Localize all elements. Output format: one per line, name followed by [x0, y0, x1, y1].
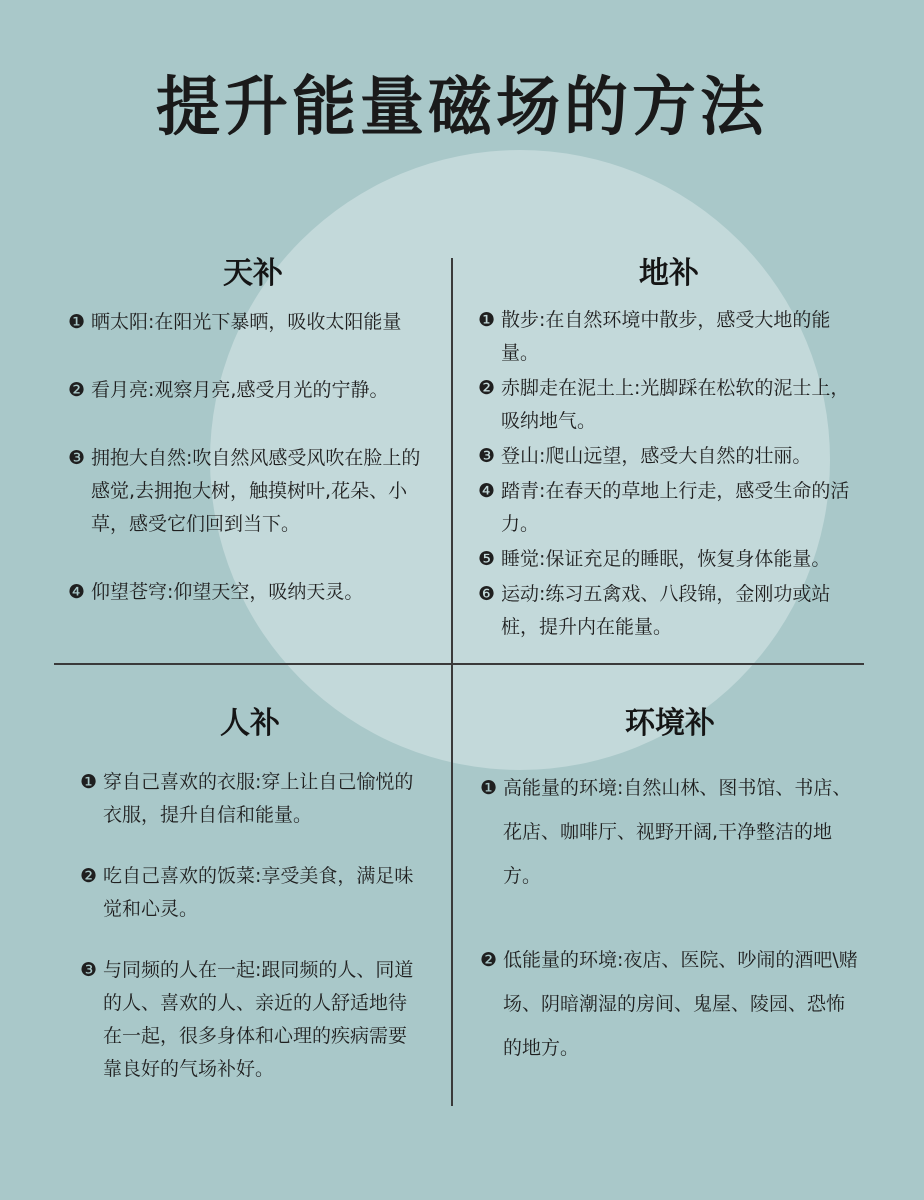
- item-text: 吃自己喜欢的饭菜:享受美食，满足味觉和心灵。: [103, 865, 414, 920]
- item-number: ❶: [480, 777, 498, 799]
- item-list: [480, 766, 860, 1070]
- list-item: [480, 766, 860, 898]
- item-text: 拥抱大自然:吹自然风感受风吹在脸上的感觉,去拥抱大树，触摸树叶,花朵、小草，感受它们回到当下。: [91, 447, 421, 535]
- item-number: ❷: [480, 949, 498, 971]
- item-number: ❸: [478, 445, 496, 467]
- item-text: 与同频的人在一起:跟同频的人、同道的人、喜欢的人、亲近的人舒适地待在一起，很多身体和心理的疾病需要靠良好的气场补好。: [103, 959, 414, 1080]
- item-text: 散步:在自然环境中散步，感受大地的能量。: [501, 309, 831, 364]
- list-item: [80, 860, 420, 926]
- item-number: ❹: [478, 480, 496, 502]
- item-text: 低能量的环境:夜店、医院、吵闹的酒吧\赌场、阴暗潮湿的房间、鬼屋、陵园、恐怖的地方。: [503, 949, 858, 1059]
- list-item: [480, 938, 860, 1070]
- section-heading: 环境补: [625, 706, 715, 741]
- item-number: ❷: [80, 865, 98, 887]
- list-item: [478, 578, 860, 644]
- section-heading: 地补: [639, 256, 699, 291]
- horizontal-divider: [54, 663, 864, 665]
- item-number: ❹: [68, 581, 86, 603]
- item-number: ❻: [478, 583, 496, 605]
- section-tian: [68, 248, 438, 644]
- list-item: [68, 306, 438, 339]
- list-item: [80, 766, 420, 832]
- section-ren: [80, 698, 420, 1114]
- page-title: 提升能量磁场的方法: [156, 71, 768, 145]
- section-di: [478, 248, 860, 646]
- vertical-divider: [451, 258, 453, 1106]
- section-heading: 天补: [223, 256, 283, 291]
- item-number: ❷: [68, 379, 86, 401]
- item-text: 看月亮:观察月亮,感受月光的宁静。: [91, 379, 389, 401]
- item-text: 踏青:在春天的草地上行走，感受生命的活力。: [501, 480, 850, 535]
- item-text: 登山:爬山远望，感受大自然的壮丽。: [501, 445, 812, 467]
- list-item: [478, 543, 860, 576]
- item-number: ❷: [478, 377, 496, 399]
- item-number: ❸: [80, 959, 98, 981]
- item-list: [80, 766, 420, 1086]
- item-text: 穿自己喜欢的衣服:穿上让自己愉悦的衣服，提升自信和能量。: [103, 771, 414, 826]
- item-number: ❸: [68, 447, 86, 469]
- item-text: 仰望苍穹:仰望天空，吸纳天灵。: [91, 581, 364, 603]
- list-item: [68, 442, 438, 541]
- list-item: [68, 576, 438, 609]
- section-huanjing: [480, 698, 860, 1110]
- item-text: 睡觉:保证充足的睡眠，恢复身体能量。: [501, 548, 831, 570]
- item-text: 赤脚走在泥土上:光脚踩在松软的泥士上，吸纳地气。: [501, 377, 850, 432]
- item-list: [68, 306, 438, 609]
- item-text: 晒太阳:在阳光下暴晒，吸收太阳能量: [91, 311, 402, 333]
- item-number: ❶: [80, 771, 98, 793]
- list-item: [478, 372, 860, 438]
- item-number: ❺: [478, 548, 496, 570]
- item-number: ❶: [68, 311, 86, 333]
- item-text: 运动:练习五禽戏、八段锦，金刚功或站桩，提升内在能量。: [501, 583, 831, 638]
- list-item: [478, 304, 860, 370]
- list-item: [80, 954, 420, 1086]
- item-list: [478, 304, 860, 644]
- section-heading: 人补: [220, 706, 280, 741]
- list-item: [68, 374, 438, 407]
- list-item: [478, 440, 860, 473]
- item-text: 高能量的环境:自然山林、图书馆、书店、花店、咖啡厅、视野开阔,干净整洁的地方。: [503, 777, 852, 887]
- list-item: [478, 475, 860, 541]
- item-number: ❶: [478, 309, 496, 331]
